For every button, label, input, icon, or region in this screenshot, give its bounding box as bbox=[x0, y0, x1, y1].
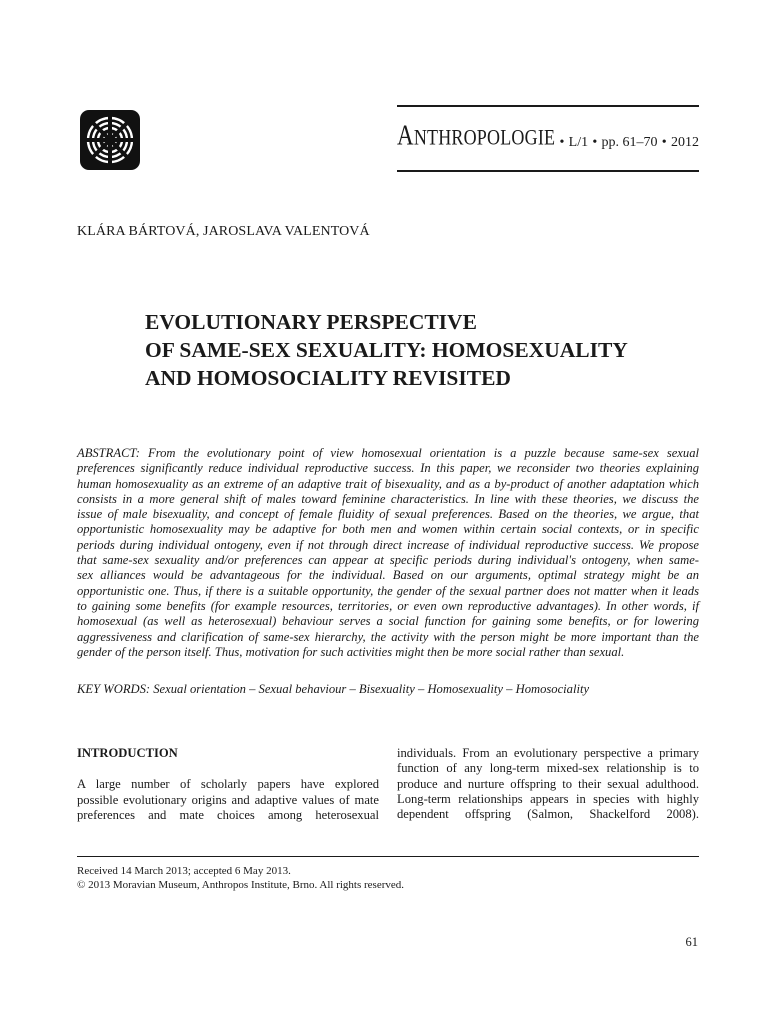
header-bullet: • bbox=[559, 135, 565, 150]
title-line: EVOLUTIONARY PERSPECTIVE bbox=[145, 310, 477, 334]
footnote-rule bbox=[77, 856, 699, 857]
journal-volume: L/1 bbox=[568, 135, 589, 150]
body-line: Long-term relationships appears in species with highly bbox=[397, 791, 699, 806]
abstract-line: ABSTRACT: From the evolutionary point of view homosexual orientation is a puzzle because same-sex sexual bbox=[77, 446, 699, 460]
body-line: produce and nurture offspring to their sexual adulthood. bbox=[397, 776, 699, 791]
header-rule-top bbox=[397, 105, 699, 107]
abstract-line: sex alliances would be advantageous for the individual. Based on our arguments, optimal strategy might be an bbox=[77, 568, 699, 583]
abstract-line: that same-sex sexuality and/or preferences can appear at specific periods during individual's ontogeny, when same- bbox=[77, 553, 699, 568]
journal-name: ANTHROPOLOGIE bbox=[397, 119, 556, 151]
body-line: individuals. From an evolutionary perspective a primary bbox=[397, 746, 699, 760]
header-rule-bottom bbox=[397, 170, 699, 172]
body-column-right bbox=[397, 746, 699, 822]
abstract-line: preferences significantly reduce individual reproductive success. In this paper, we reconsider two theories explaining bbox=[77, 461, 699, 476]
body-column-left bbox=[77, 746, 379, 823]
abstract-line: opportunistic homosexuality may be adaptive for both men and women within certain social contexts, or in specific bbox=[77, 522, 699, 537]
received-date: Received 14 March 2013; accepted 6 May 2013. bbox=[77, 865, 291, 877]
header-bullet: • bbox=[661, 135, 667, 150]
body-line: possible evolutionary origins and adaptive values of mate bbox=[77, 792, 379, 807]
body-line: preferences and mate choices among heterosexual bbox=[77, 807, 379, 822]
journal-year: 2012 bbox=[670, 135, 699, 150]
key-words: KEY WORDS: Sexual orientation – Sexual behaviour – Bisexuality – Homosexuality – Homosociality bbox=[77, 682, 590, 696]
abstract-line: to gaining some benefits (for example resources, territories, or even own reproductive advantages). In other words, if bbox=[77, 598, 699, 613]
abstract-line: aggressiveness and clarification of same-sex hierarchy, the activity with the person might be more important than the bbox=[77, 629, 699, 644]
journal-pages: pp. 61–70 bbox=[601, 135, 658, 150]
anthropos-institute-logo-icon bbox=[78, 108, 142, 172]
abstract-line: human homosexuality as an extreme of an adaptive trait of bisexuality, and as a by-product of another adaptation which bbox=[77, 476, 699, 491]
journal-header bbox=[397, 119, 699, 156]
abstract-line: issue of male bisexuality, and concept of female fluidity of sexual preferences. Based on the theories, we argue, that bbox=[77, 507, 699, 522]
footnote bbox=[77, 864, 404, 892]
title-line: OF SAME-SEX SEXUALITY: HOMOSEXUALITY bbox=[145, 338, 628, 362]
body-line: A large number of scholarly papers have explored bbox=[77, 777, 379, 792]
abstract bbox=[77, 446, 699, 660]
paper-title bbox=[145, 308, 705, 392]
body-line: function of any long-term mixed-sex relationship is to bbox=[397, 761, 699, 776]
page-number: 61 bbox=[685, 935, 698, 949]
abstract-line: periods during individual ontogeny, even if not through direct increase of individual reproductive success. We propose bbox=[77, 537, 699, 552]
section-heading-introduction: INTRODUCTION bbox=[77, 746, 178, 760]
abstract-line: consists in a more general shift of males toward feminine characteristics. In line with these theories, we discuss the bbox=[77, 491, 699, 506]
title-line: AND HOMOSOCIALITY REVISITED bbox=[145, 366, 511, 390]
authors: KLÁRA BÁRTOVÁ, JAROSLAVA VALENTOVÁ bbox=[77, 224, 370, 239]
copyright-notice: © 2013 Moravian Museum, Anthropos Institute, Brno. All rights reserved. bbox=[77, 879, 405, 891]
abstract-line: gender of the person itself. Thus, motivation for such activities might then be more social rather than sexual. bbox=[77, 644, 625, 659]
body-line: dependent offspring (Salmon, Shackelford 2008). bbox=[397, 807, 699, 822]
abstract-line: opportunistic one. Thus, if there is a suitable opportunity, the gender of the sexual partner does not matter when it leads bbox=[77, 583, 699, 598]
header-bullet: • bbox=[592, 135, 598, 150]
abstract-line: homosexual (as well as heterosexual) behaviour serves a social function for gaining some benefits, or for lowering bbox=[77, 614, 699, 629]
